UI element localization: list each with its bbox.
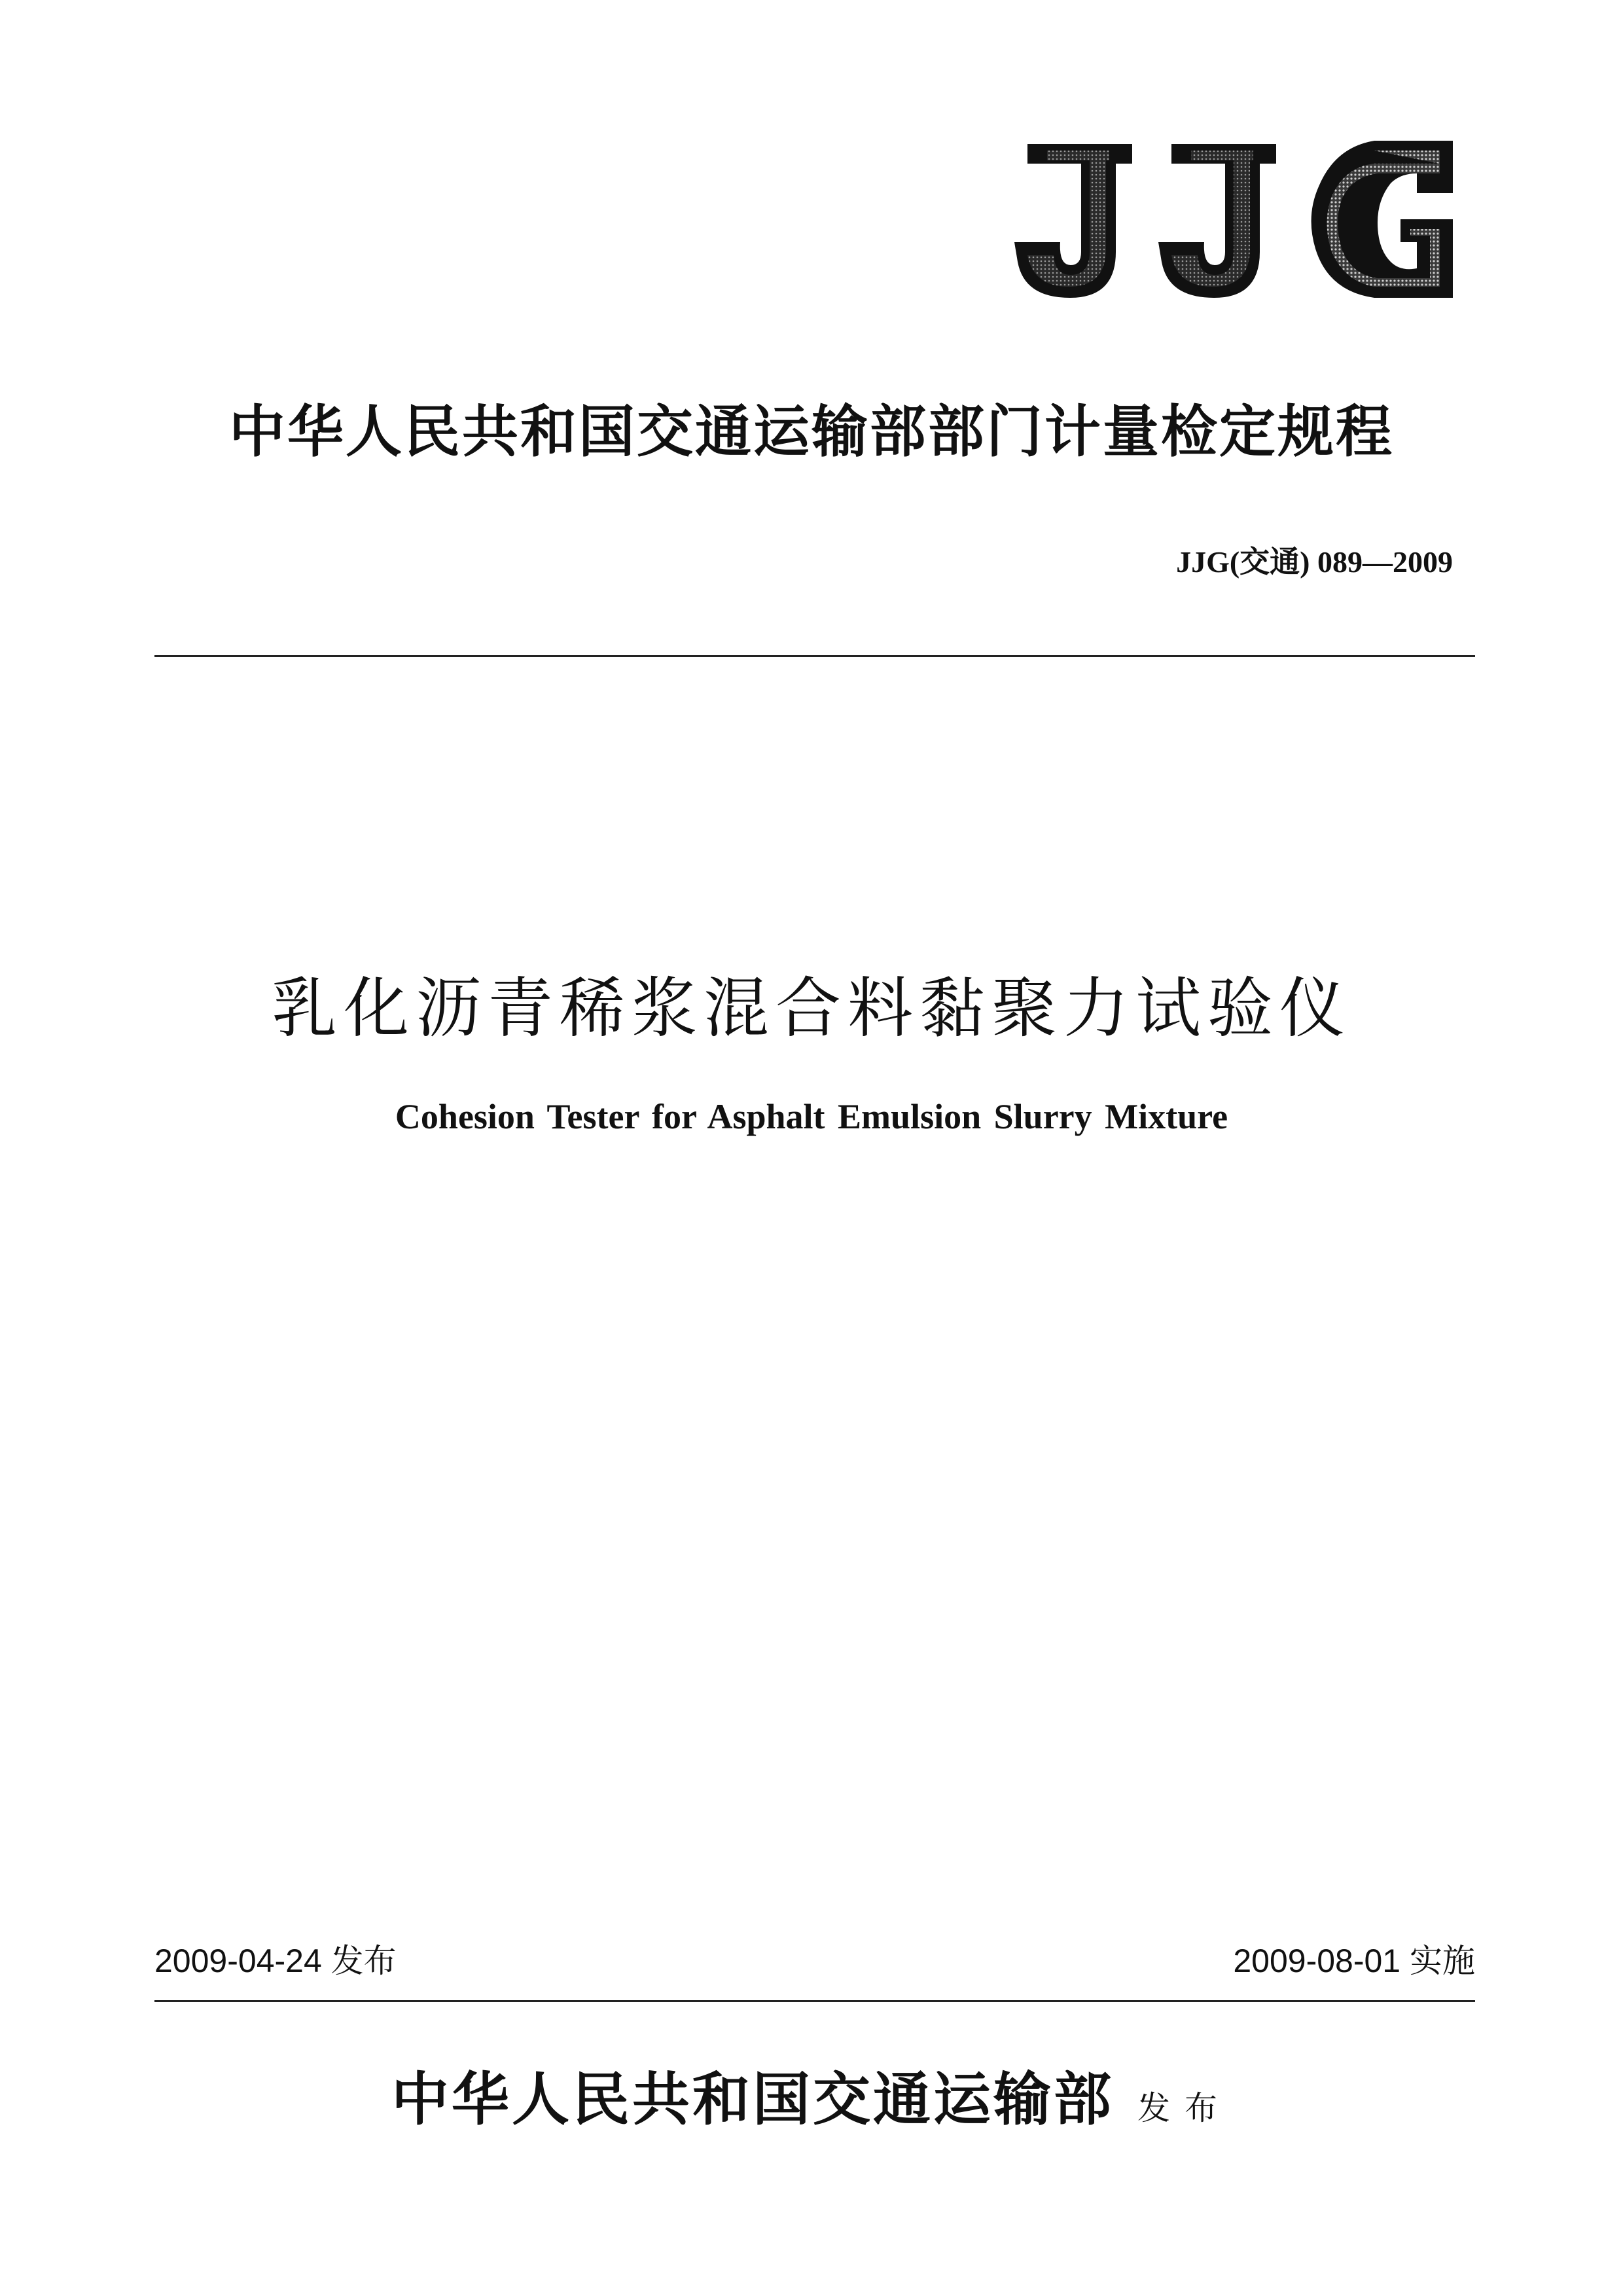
publisher-line — [0, 2054, 1623, 2136]
jjg-logo — [1008, 137, 1459, 308]
implementation-date: 2009-08-01 实施 — [1233, 1943, 1475, 1979]
logo-letter-g — [1311, 141, 1453, 298]
top-divider — [154, 655, 1475, 657]
department-title: 中华人民共和国交通运输部部门计量检定规程 — [229, 399, 1394, 465]
document-title-chinese: 乳化沥青稀浆混合料黏聚力试验仪 — [272, 970, 1351, 1047]
bottom-divider — [154, 2000, 1475, 2002]
logo-letter-j-2 — [1158, 144, 1276, 298]
publisher-action: 发布 — [1137, 2089, 1232, 2127]
publisher-name: 中华人民共和国交通运输部 — [391, 2065, 1114, 2133]
standard-number: JJG(交通) 089—2009 — [1176, 545, 1453, 579]
issue-date: 2009-04-24 发布 — [154, 1943, 397, 1979]
document-title-english: Cohesion Tester for Asphalt Emulsion Slurry Mixture — [395, 1097, 1228, 1136]
logo-letter-j-1 — [1014, 144, 1132, 298]
